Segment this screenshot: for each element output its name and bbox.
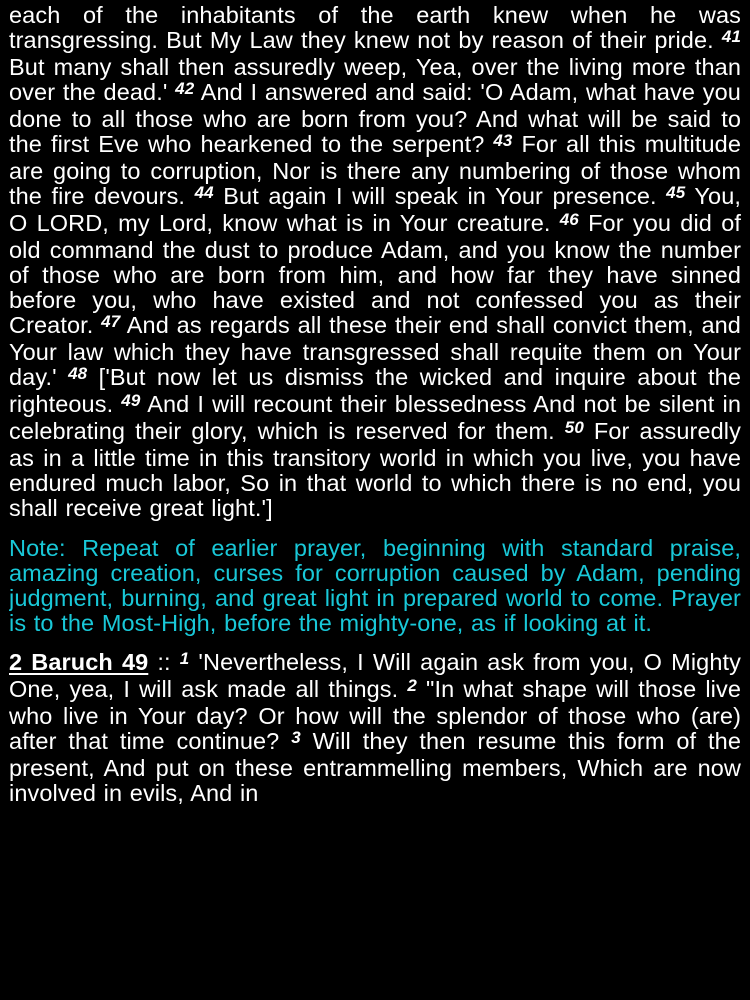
verse-number: 46 bbox=[559, 210, 579, 229]
passage-segment: And as regards all these their end shall convict them, and Your law which they have transgressed shall requite them on Your day.' bbox=[9, 312, 741, 390]
passage-segment: For you did of old command the dust to produce Adam, and you know the number of those who are born from him, and how far they have sinned before you, who have existed and not confessed you as their Creator. bbox=[9, 210, 741, 338]
passage-segment: "In what shape will those live who live in Your day? Or how will the splendor of those who (are) after that time continue? bbox=[9, 676, 741, 754]
passage-segment: And I will recount their blessedness And not be silent in celebrating their glory, which is reserved for them. bbox=[9, 391, 741, 444]
passage-segment: But many shall then assuredly weep, Yea, over the living more than over the dead.' bbox=[9, 54, 741, 105]
passage-segment: 'Nevertheless, I Will again ask from you, O Mighty One, yea, I will ask made all things. bbox=[9, 649, 741, 702]
commentary-note: Note: Repeat of earlier prayer, beginning with standard praise, amazing creation, curses for corruption caused by Adam, pending judgment, burning, and great light in prepared world to come. Prayer is to the Most-High, before the mighty-one, as if looking at it. bbox=[9, 535, 741, 636]
verse-number: 43 bbox=[493, 131, 513, 150]
verse-number: 3 bbox=[291, 728, 301, 747]
verse-number: 45 bbox=[666, 183, 686, 202]
passage-segment: ['But now let us dismiss the wicked and inquire about the righteous. bbox=[9, 364, 741, 417]
verse-number: 41 bbox=[721, 27, 741, 46]
passage-segment: each of the inhabitants of the earth knew when he was transgressing. But My Law they knew not by reason of their pride. bbox=[9, 2, 741, 53]
verse-number: 1 bbox=[179, 649, 190, 668]
verse-number: 49 bbox=[121, 391, 141, 410]
chapter-separator: :: bbox=[148, 649, 180, 675]
verse-number: 42 bbox=[175, 79, 195, 98]
chapter-text bbox=[9, 650, 741, 806]
passage-segment: But again I will speak in Your presence. bbox=[213, 183, 667, 209]
passage-segment: And I answered and said: 'O Adam, what have you done to all those who are born from you? And what will be said to the first Eve who hearkened to the serpent? bbox=[9, 79, 741, 157]
verse-number: 2 bbox=[407, 676, 417, 695]
passage-segment: For assuredly as in a little time in this transitory world in which you live, you have endured much labor, So in that world to which there is no end, you shall receive great light.'] bbox=[9, 418, 741, 521]
chapter-heading-link[interactable]: 2 Baruch 49 bbox=[9, 649, 149, 675]
verse-number: 44 bbox=[194, 183, 214, 202]
verse-number: 47 bbox=[101, 312, 121, 331]
passage-segment: You, O LORD, my Lord, know what is in Your creature. bbox=[9, 183, 741, 236]
passage-segment: For all this multitude are going to corruption, Nor is there any numbering of those whom the fire devours. bbox=[9, 131, 741, 209]
passage-segment: Will they then resume this form of the present, And put on these entrammelling members, Which are now involved in evils, And in bbox=[9, 728, 741, 806]
verse-number: 50 bbox=[564, 418, 584, 437]
verse-number: 48 bbox=[68, 364, 88, 383]
reader-page bbox=[9, 0, 741, 1000]
passage-text bbox=[9, 3, 741, 521]
